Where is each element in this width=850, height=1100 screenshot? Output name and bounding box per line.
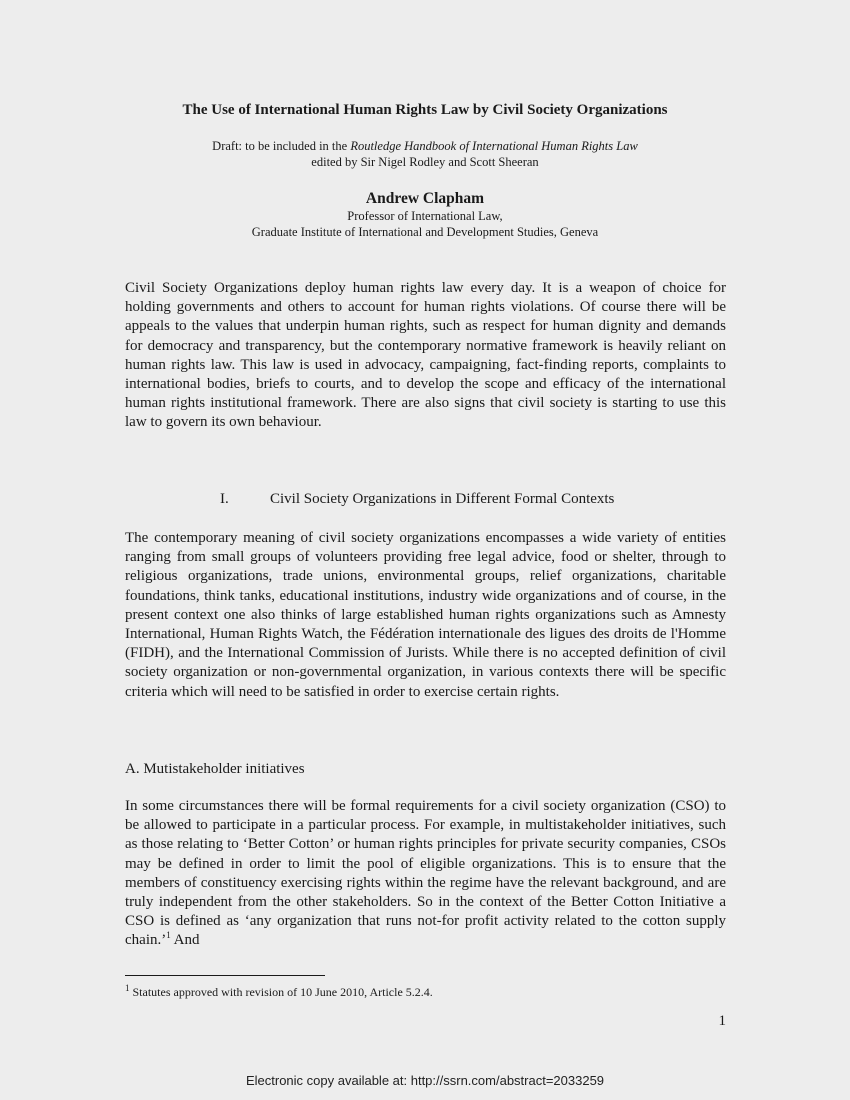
footnote-mark: 1 [125,983,130,993]
author-affiliation [0,208,850,240]
intro-paragraph: Civil Society Organizations deploy human rights law every day. It is a weapon of choice for holding governments and others to account for human rights violations. Of course there will be appeals to the values that underpin human rights, such as respect for human dignity and demands for democracy and transparency, but the contemporary normative framework is heavily reliant on human rights law. This law is used in advocacy, campaigning, fact-finding reports, complaints to international bodies, briefs to courts, and to develop the scope and efficacy of the international human rights institutional framework. There are also signs that civil society is starting to use this law to govern its own behaviour. [125,280,726,431]
sectionA-tail: And [170,932,200,949]
footnote-divider [125,975,325,976]
draft-prefix: Draft: to be included in the [212,139,351,153]
section-title: Civil Society Organizations in Different Formal Contexts [270,491,615,507]
sectionA-text: In some circumstances there will be formal requirements for a civil society organization (CSO) to be allowed to participate in a particular process. For example, in multistakeholder initiatives, such as those relating to ‘Better Cotton’ or human rights principles for private security companies, CSOs may be defined in order to limit the pool of eligible organizations. This is to ensure that the members of constituency exercising rights within the regime have the relevant background, and are truly independent from the other stakeholders. So in the context of the Better Cotton Initiative a CSO is defined as ‘any organization that runs not-for profit activity related to the cotton supply chain.’ [125,798,726,949]
book-title: Routledge Handbook of International Human Rights Law [350,139,638,153]
sectionA-paragraph [125,797,726,951]
ssrn-notice[interactable]: Electronic copy available at: http://ssrn.com/abstract=2033259 [245,1073,605,1088]
section-number: I. [220,491,229,507]
footnote [125,985,726,1000]
paper-title: The Use of International Human Rights Law by Civil Society Organizations [182,102,668,118]
footnote-text: Statutes approved with revision of 10 June 2010, Article 5.2.4. [129,985,433,999]
subsection-heading-a: A. Mutistakeholder initiatives [125,761,305,777]
draft-note [0,138,850,170]
author-name: Andrew Clapham [365,190,485,207]
section1-paragraph: The contemporary meaning of civil society organizations encompasses a wide variety of entities ranging from small groups of volunteers providing free legal advice, food or shelter, through to religious organizations, trade unions, environmental groups, relief organizations, charitable foundations, think tanks, educational institutions, industry wide organizations and of course, in the present context one also thinks of large established human rights organizations such as Amnesty International, Human Rights Watch, the Fédération internationale des ligues des droits de l'Homme (FIDH), and the International Commission of Jurists. While there is no accepted definition of civil society organization or non-governmental organization, in various contexts there will be specific criteria which will need to be satisfied in order to exercise certain rights. [125,530,726,700]
footnote-reference[interactable]: 1 [166,930,171,941]
page-number: 1 [718,1013,726,1029]
author-institution: Graduate Institute of International and Development Studies, Geneva [251,225,599,239]
editors-line: edited by Sir Nigel Rodley and Scott Sheeran [311,155,539,169]
author-position: Professor of International Law, [347,209,503,223]
